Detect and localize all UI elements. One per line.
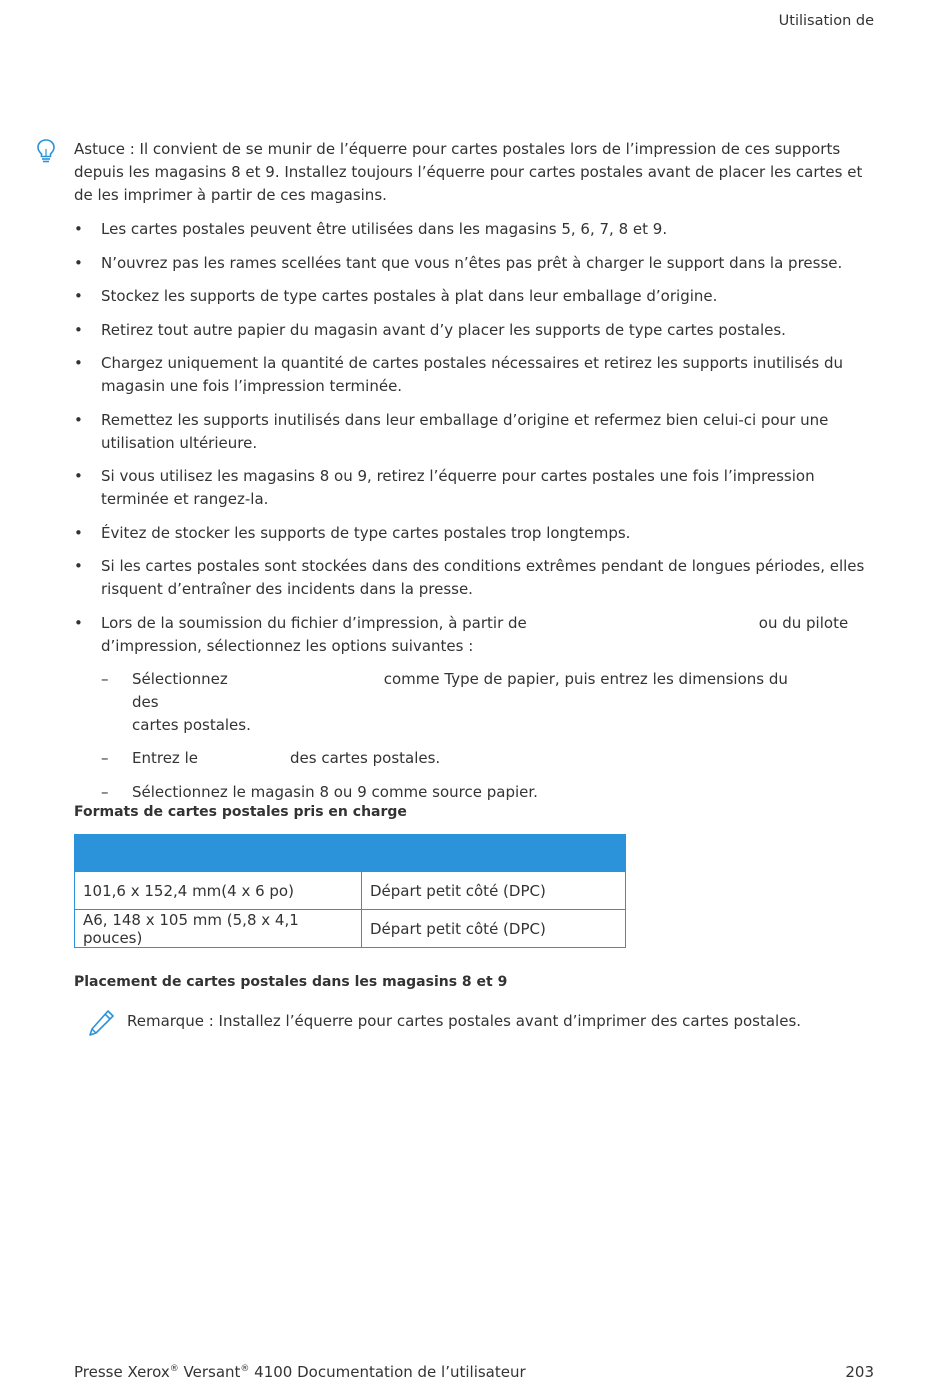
list-item: • N’ouvrez pas les rames scellées tant que vous n’êtes pas prêt à charger le support dans la presse. (74, 253, 843, 272)
bullet-list (74, 218, 874, 814)
placement-section-title: Placement de cartes postales dans les magasins 8 et 9 (74, 974, 508, 990)
note-text: Remarque : Installez l’équerre pour cartes postales avant d’imprimer des cartes postales. (127, 1012, 802, 1030)
running-header: Utilisation de (778, 13, 874, 29)
table-header-row (75, 835, 626, 872)
page-number: 203 (845, 1363, 874, 1381)
tip-text: Astuce : Il convient de se munir de l’équerre pour cartes postales lors de l’impression de ces supports depuis les magasins 8 et 9. Installez toujours l’équerre pour cartes postales avant de placer les cartes et de les imprimer à partir de ces magasins. (74, 140, 863, 204)
lightbulb-icon (35, 138, 57, 164)
list-item: • Évitez de stocker les supports de type cartes postales trop longtemps. (74, 523, 631, 542)
table-header-cell (75, 835, 362, 872)
list-item: • Si vous utilisez les magasins 8 ou 9, retirez l’équerre pour cartes postales une fois l’impression terminée et rangez-la. (74, 467, 815, 508)
sub-list-item: – Sélectionnez le magasin 8 ou 9 comme source papier. (101, 782, 538, 801)
pencil-icon (86, 1008, 116, 1038)
sub-list-item: – Sélectionnez comme Type de papier, puis entrez les dimensions dudes cartes postales. (101, 669, 788, 734)
formats-section-title: Formats de cartes postales pris en charge (74, 804, 407, 820)
table-cell-feed: Départ petit côté (DPC) (362, 872, 626, 910)
sub-list-item: – Entrez le des cartes postales. (101, 749, 441, 767)
table-cell-feed: Départ petit côté (DPC) (362, 910, 626, 948)
footer-document-title: Presse Xerox® Versant® 4100 Documentation de l’utilisateur (74, 1363, 526, 1381)
list-item: • Lors de la soumission du fichier d’impression, à partir de ou du pilote d’impression, sélectionnez les options suivantes : – Sélectionnez comme Type de papier, puis entrez les dimensions dudes cartes postales. – Entrez le des cartes postales. – Sélectionnez le magasin 8 ou 9 comme source papier. (74, 612, 874, 804)
table-cell-size: A6, 148 x 105 mm (5,8 x 4,1 pouces) (75, 910, 362, 948)
table-row (75, 872, 626, 910)
table-header-cell (362, 835, 626, 872)
list-item: • Remettez les supports inutilisés dans leur emballage d’origine et refermez bien celui-ci pour une utilisation ultérieure. (74, 410, 829, 452)
sub-list (101, 668, 874, 804)
list-item: • Retirez tout autre papier du magasin avant d’y placer les supports de type cartes postales. (74, 320, 786, 339)
list-item: • Les cartes postales peuvent être utilisées dans les magasins 5, 6, 7, 8 et 9. (74, 220, 668, 238)
list-item: • Stockez les supports de type cartes postales à plat dans leur emballage d’origine. (74, 287, 718, 305)
table-row (75, 910, 626, 948)
list-item: • Si les cartes postales sont stockées dans des conditions extrêmes pendant de longues périodes, elles risquent d’entraîner des incidents dans la presse. (74, 557, 865, 598)
formats-table (74, 834, 626, 948)
list-item: • Chargez uniquement la quantité de cartes postales nécessaires et retirez les supports inutilisés du magasin une fois l’impression terminée. (74, 354, 843, 395)
table-cell-size: 101,6 x 152,4 mm(4 x 6 po) (75, 872, 362, 910)
